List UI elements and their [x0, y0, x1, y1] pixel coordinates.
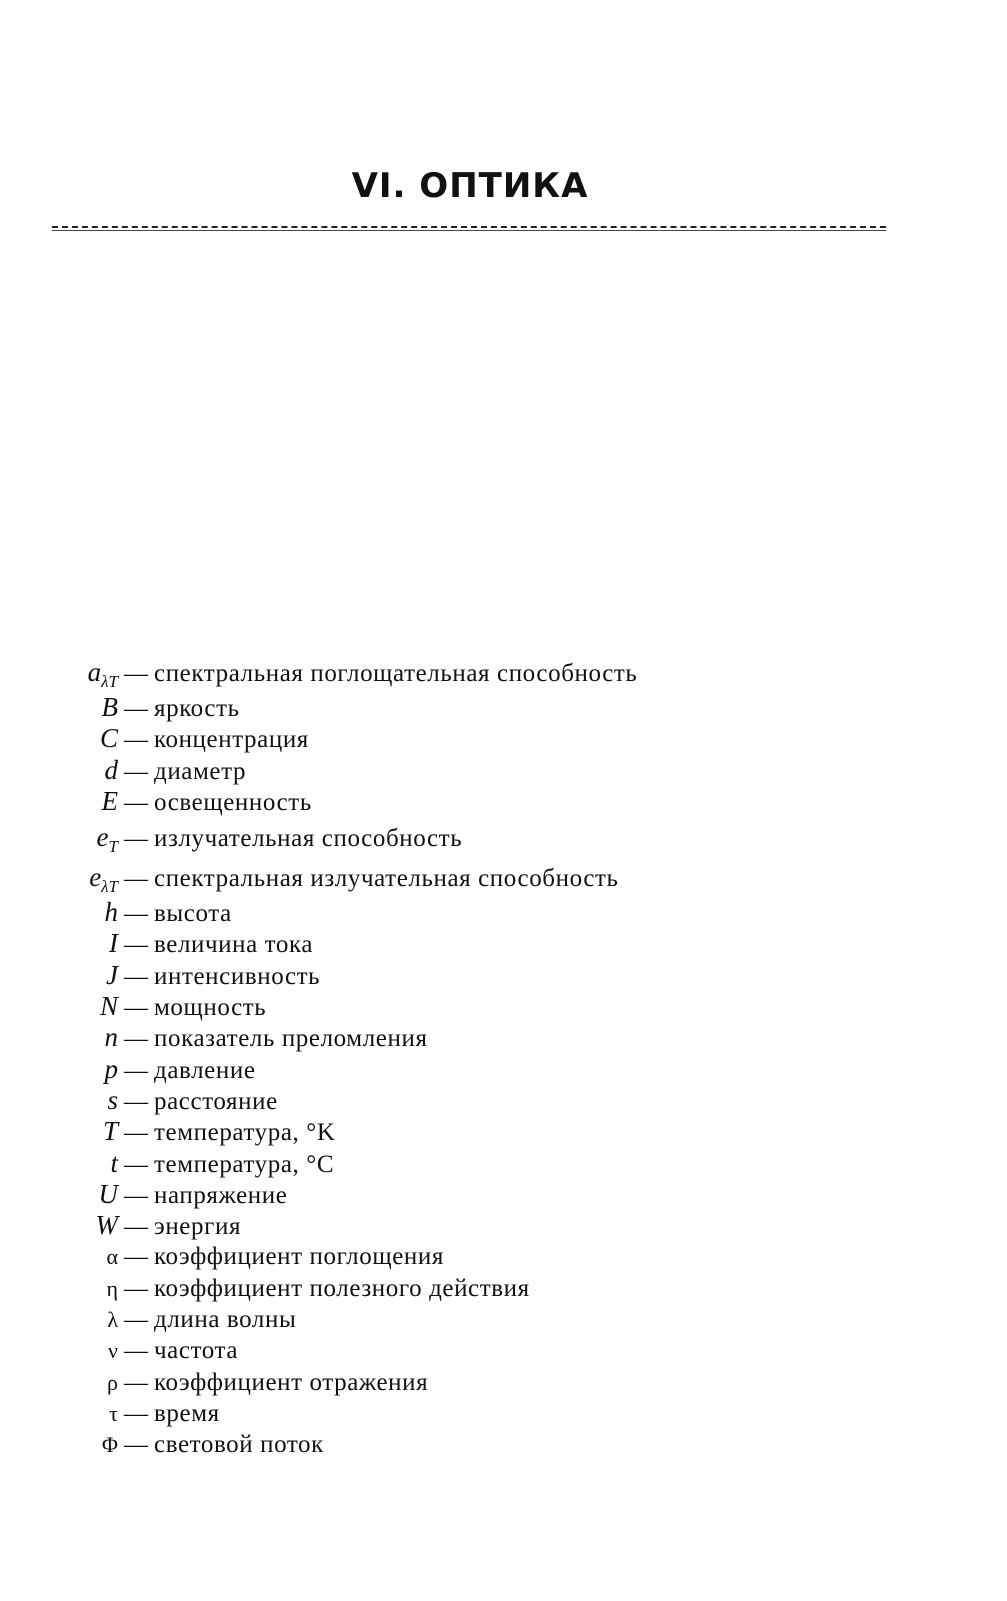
symbol-base: W [95, 1210, 118, 1241]
chapter-title: VI. ОПТИКА [351, 166, 589, 206]
notation-dash: — [124, 789, 148, 816]
notation-dash: — [124, 995, 148, 1022]
notation-row [40, 692, 960, 723]
symbol-base: U [98, 1178, 118, 1209]
notation-row [40, 786, 960, 817]
notation-symbol [40, 928, 118, 959]
notation-description: мощность [154, 994, 267, 1022]
notation-symbol [40, 1148, 118, 1179]
notation-dash: — [124, 1432, 148, 1459]
notation-dash: — [124, 758, 148, 785]
notation-dash: — [124, 1307, 148, 1334]
symbol-subscript: T [108, 837, 118, 857]
notation-symbol [40, 1429, 118, 1460]
symbol-base: p [104, 1053, 118, 1084]
notation-symbol [40, 897, 118, 928]
notation-row [40, 1304, 960, 1335]
notation-row [40, 652, 960, 692]
notation-dash: — [124, 1057, 148, 1084]
notation-symbol [40, 1054, 118, 1085]
notation-row [40, 1148, 960, 1179]
notation-symbol [40, 1116, 118, 1147]
notation-row [40, 1273, 960, 1304]
notation-symbol [40, 1085, 118, 1116]
symbol-base: ν [108, 1338, 118, 1364]
notation-dash: — [124, 866, 148, 893]
notation-row [40, 1054, 960, 1085]
symbol-subscript: λT [101, 672, 118, 691]
symbol-base: η [106, 1275, 118, 1301]
notation-description: яркость [154, 695, 240, 722]
notation-description: величина тока [154, 931, 314, 959]
notation-description: излучательная способность [154, 825, 463, 853]
notation-row [40, 1085, 960, 1116]
symbol-base: N [99, 991, 118, 1022]
notation-symbol [40, 692, 118, 723]
notation-symbol [40, 1179, 118, 1210]
notation-description: коэффициент полезного действия [154, 1274, 530, 1302]
notation-description: высота [154, 900, 232, 928]
notation-dash: — [124, 932, 148, 959]
notation-row [40, 928, 960, 959]
notation-symbol [40, 960, 118, 991]
notation-row [40, 1116, 960, 1147]
notation-dash: — [124, 826, 148, 853]
symbol-base: B [101, 692, 118, 722]
notation-symbol [40, 1335, 118, 1366]
notation-row [40, 723, 960, 754]
notation-symbol [40, 1273, 118, 1304]
notation-dash: — [124, 901, 148, 928]
symbol-base: τ [109, 1400, 118, 1426]
notation-dash: — [124, 1026, 148, 1053]
notation-row [40, 897, 960, 928]
notation-dash: — [124, 963, 148, 990]
notation-symbol [40, 1022, 118, 1053]
notation-description: частота [154, 1337, 239, 1365]
symbol-base: e [96, 822, 109, 853]
notation-dash: — [124, 1214, 148, 1241]
notation-description: коэффициент отражения [154, 1368, 429, 1396]
notation-description: показатель преломления [154, 1025, 428, 1053]
symbol-base: d [104, 754, 118, 785]
notation-description: диаметр [154, 757, 247, 785]
notation-symbol [40, 817, 118, 857]
notation-row [40, 1367, 960, 1398]
notation-description: время [154, 1399, 220, 1427]
notation-dash: — [124, 1338, 148, 1365]
symbol-subscript: λT [101, 877, 118, 897]
symbol-base: C [99, 723, 118, 754]
symbol-base: I [109, 928, 118, 959]
notation-row [40, 1335, 960, 1366]
notation-symbol [40, 652, 118, 692]
notation-symbol [40, 786, 118, 817]
notation-symbol [40, 755, 118, 786]
notation-dash: — [124, 661, 148, 687]
notation-row [40, 1429, 960, 1460]
symbol-base: T [102, 1116, 118, 1147]
notation-dash: — [124, 1244, 148, 1271]
notation-description: напряжение [154, 1181, 288, 1209]
notation-description: спектральная излучательная способность [154, 865, 619, 893]
notation-dash: — [124, 1088, 148, 1115]
notation-row [40, 960, 960, 991]
symbol-base: n [104, 1022, 118, 1053]
title-rule [52, 226, 886, 228]
notation-symbol [40, 991, 118, 1022]
symbol-base: E [101, 785, 118, 816]
notation-description: температура, °C [154, 1150, 335, 1178]
notation-row [40, 1210, 960, 1241]
symbol-base: h [104, 897, 118, 928]
notation-description: концентрация [154, 726, 309, 754]
notation-description: интенсивность [154, 962, 321, 990]
notation-description: длина волны [154, 1306, 297, 1334]
notation-symbol [40, 1367, 118, 1398]
notation-symbol [40, 723, 118, 754]
notation-description: коэффициент поглощения [154, 1243, 444, 1271]
notation-description: температура, °K [154, 1119, 336, 1147]
notation-row [40, 857, 960, 897]
notation-dash: — [124, 1151, 148, 1178]
notation-list [40, 652, 960, 1461]
notation-row [40, 755, 960, 786]
notation-description: освещенность [154, 788, 312, 816]
symbol-base: t [110, 1147, 118, 1178]
notation-symbol [40, 1304, 118, 1335]
symbol-base: s [107, 1084, 118, 1115]
notation-dash: — [124, 1369, 148, 1396]
notation-row [40, 991, 960, 1022]
notation-dash: — [124, 1120, 148, 1147]
notation-dash: — [124, 727, 148, 754]
notation-row [40, 1241, 960, 1272]
notation-row [40, 817, 960, 857]
symbol-base: Φ [101, 1432, 118, 1458]
notation-description: спектральная поглощательная способность [154, 660, 638, 687]
symbol-base: ρ [107, 1369, 118, 1395]
symbol-base: α [106, 1244, 118, 1270]
notation-dash: — [124, 1400, 148, 1427]
notation-symbol [40, 1210, 118, 1241]
notation-symbol [40, 1241, 118, 1272]
notation-row [40, 1022, 960, 1053]
notation-description: давление [154, 1056, 256, 1084]
notation-symbol [40, 1398, 118, 1429]
notation-symbol [40, 857, 118, 897]
notation-row [40, 1398, 960, 1429]
symbol-base: a [87, 657, 102, 687]
notation-dash: — [124, 696, 148, 722]
notation-description: световой поток [154, 1431, 324, 1459]
title-rule-underline [52, 230, 886, 231]
symbol-base: λ [107, 1307, 118, 1333]
notation-description: расстояние [154, 1087, 278, 1115]
notation-row [40, 1179, 960, 1210]
symbol-base: J [106, 959, 118, 990]
notation-dash: — [124, 1182, 148, 1209]
notation-dash: — [124, 1275, 148, 1302]
notation-description: энергия [154, 1213, 242, 1241]
symbol-base: e [89, 862, 102, 893]
